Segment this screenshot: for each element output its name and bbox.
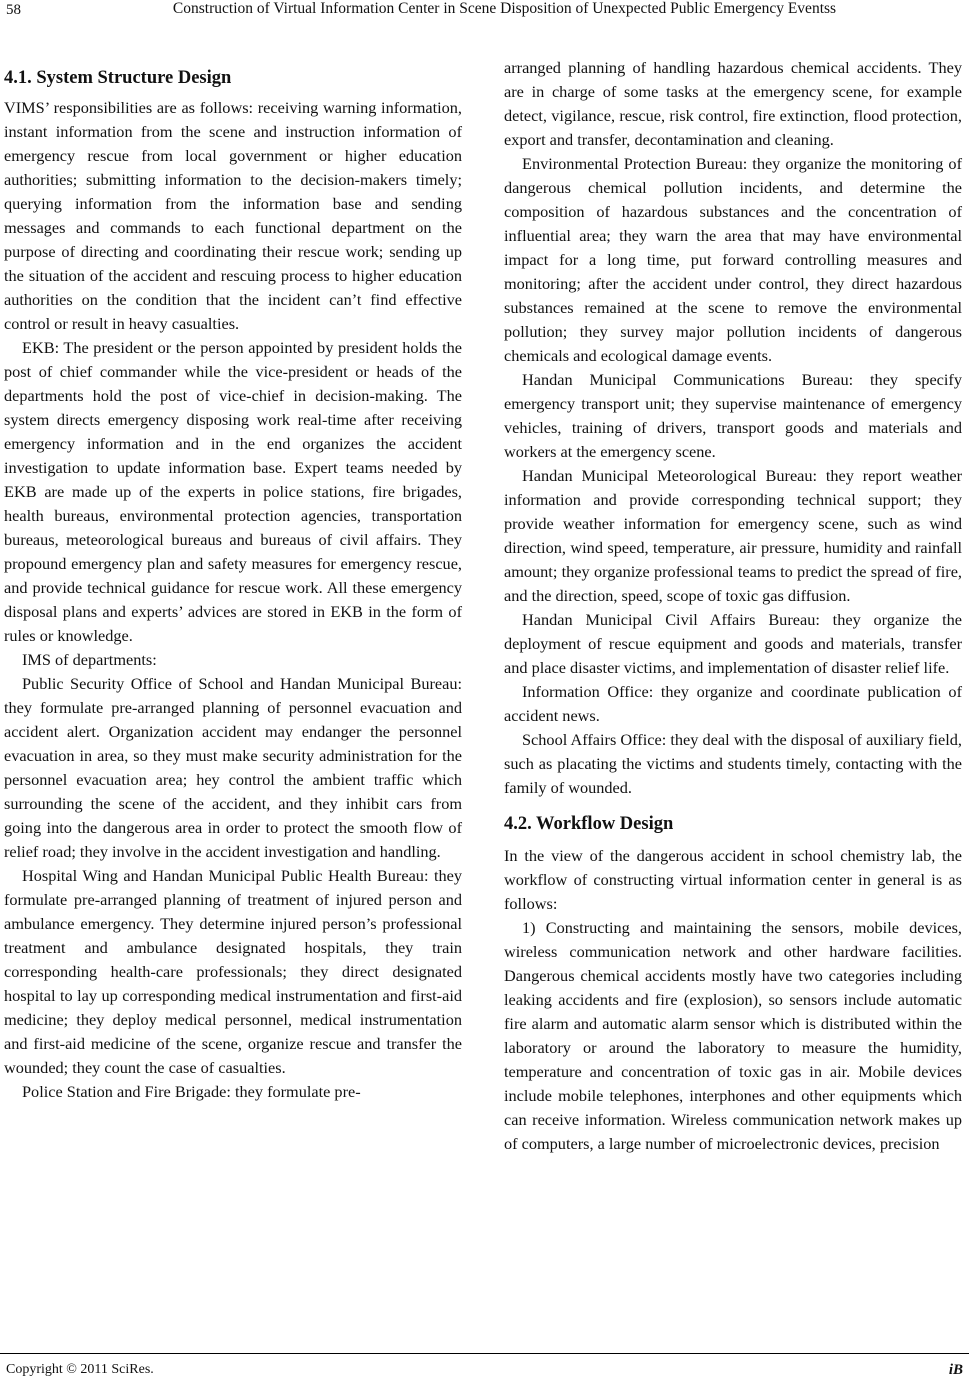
- copyright-notice: Copyright © 2011 SciRes.: [6, 1362, 154, 1377]
- paragraph: School Affairs Office: they deal with the disposal of auxiliary field, such as placating the victims and students timely, contacting with the family of wounded.: [504, 730, 962, 797]
- paragraph: Hospital Wing and Handan Municipal Public Health Bureau: they formulate pre-arranged planning of treatment of injured person and ambulance emergency. They determine injured person’s professional treatment and ambulance designated hospitals, they train corresponding health-care professionals; they direct designated hospital to lay up corresponding medical instrumentation and first-aid medicine; they deploy medical personnel, medical instrumentation and first-aid medicine of the scene, organize rescue and transfer the wounded; they count the case of casualties.: [4, 866, 462, 1077]
- paragraph: Environmental Protection Bureau: they organize the monitoring of dangerous chemical pollution incidents, and determine the composition of hazardous substances and the concentration of influential area; they warn the area that may have environmental impact for a long time, put forward controlling measures and monitoring; after the accident under control, they direct hazardous substances remained at the scene to remove the environmental pollution; they survey major pollution incidents of dangerous chemicals and ecological damage events.: [504, 154, 962, 365]
- running-title: Construction of Virtual Information Center in Scene Disposition of Unexpected Public Emergency Eventss: [172, 0, 837, 17]
- paragraph: IMS of departments:: [22, 650, 157, 669]
- left-column: [4, 60, 462, 1104]
- paragraph: In the view of the dangerous accident in school chemistry lab, the workflow of constructing virtual information center in general is as follows:: [504, 846, 962, 913]
- paragraph: Public Security Office of School and Handan Municipal Bureau: they formulate pre-arranged planning of personnel evacuation and accident alert. Organization accident may endanger the personnel evacuation in area, so they must make security administration for the personnel evacuation area; hey control the ambient traffic which surrounding the scene of the accident, and they inhibit cars from going into the dangerous area in order to protect the smooth flow of relief road; they involve in the accident investigation and handling.: [4, 674, 462, 861]
- page-number: 58: [6, 2, 21, 18]
- journal-abbreviation: iB: [948, 1362, 963, 1378]
- paragraph: Information Office: they organize and coordinate publication of accident news.: [504, 682, 962, 725]
- page-header: [0, 0, 969, 30]
- paragraph: EKB: The president or the person appointed by president holds the post of chief commander while the vice-president or heads of the departments hold the post of vice-chief in decision-making. The system directs emergency disposing work real-time after receiving emergency information and in the end organizes the accident investigation to update information base. Expert teams needed by EKB are made up of the experts in police stations, fire brigades, health bureaus, environmental protection agencies, transportation bureaus, meteorological bureaus and bureaus of civil affairs. They propound emergency plan and safety measures for emergency rescue, and provide technical guidance for rescue work. All these emergency disposal plans and experts’ advices are stored in EKB in the form of rules or knowledge.: [4, 338, 462, 645]
- paragraph: Handan Municipal Communications Bureau: they specify emergency transport unit; they supervise maintenance of emergency vehicles, training of drivers, transport goods and materials and workers at the emergency scene.: [504, 370, 962, 461]
- paragraph: VIMS’ responsibilities are as follows: receiving warning information, instant information from the scene and instruction information of emergency rescue from local government or higher education authorities; submitting information to the decision-makers timely; querying information from the information base and sending messages and commands to each functional department on the purpose of directing and coordinating their rescue work; sending up the situation of the accident and rescuing process to higher education authorities on the condition that the incident can’t find effective control or result in heavy casualties.: [4, 98, 462, 333]
- paragraph: 1) Constructing and maintaining the sensors, mobile devices, wireless communication network and other hardware facilities. Dangerous chemical accidents mostly have two categories including leaking accidents and fire (explosion), so sensors include automatic fire alarm and automatic alarm sensor which is distributed within the laboratory or around the laboratory to measure the humidity, temperature and concentration of toxic gas in air. Mobile devices include mobile telephones, interphones and other equipments which can receive information. Wireless communication network makes up of computers, a large number of microelectronic devices, precision: [504, 918, 962, 1153]
- paragraph: Police Station and Fire Brigade: they formulate pre-: [22, 1082, 361, 1101]
- paragraph: Handan Municipal Meteorological Bureau: they report weather information and provide corresponding technical support; they provide weather information for emergency scene, such as wind direction, wind speed, temperature, air pressure, humidity and rainfall amount; they organize professional teams to predict the spread of fire, and the direction, speed, scope of toxic gas diffusion.: [504, 466, 962, 605]
- section-heading-4-1: 4.1. System Structure Design: [4, 68, 232, 88]
- footer-rule: [0, 1353, 969, 1354]
- paragraph: Handan Municipal Civil Affairs Bureau: they organize the deployment of rescue equipment and goods and materials, transfer and place disaster victims, and implementation of disaster relief life.: [504, 610, 962, 677]
- paragraph: arranged planning of handling hazardous chemical accidents. They are in charge of some tasks at the emergency scene, for example detect, vigilance, rescue, risk control, fire extinction, flood protection, export and transfer, decontamination and cleaning.: [504, 58, 962, 149]
- right-column: [504, 56, 962, 1156]
- section-heading-4-2: 4.2. Workflow Design: [504, 814, 674, 834]
